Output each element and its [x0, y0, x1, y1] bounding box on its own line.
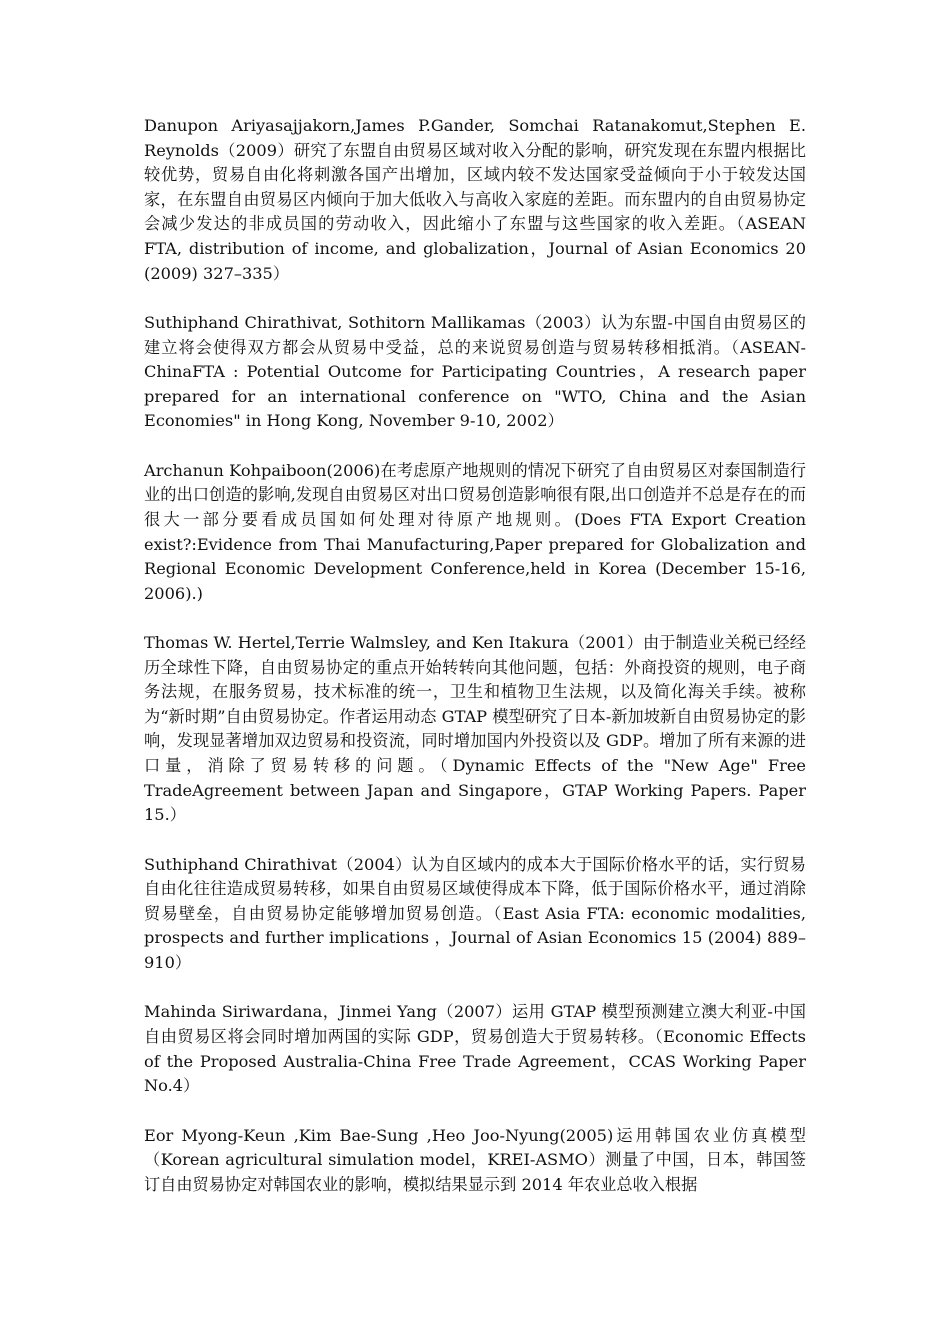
paragraph-eor-2005: Eor Myong-Keun ,Kim Bae-Sung ,Heo Joo-Nyung(2005)运用韩国农业仿真模型（Korean agricultural simulation model，KREI-ASMO）测量了中国，日本，韩国签订自由贸易协定对韩国农业的影响，模拟结果显示到 2014 年农业总收入根据: [144, 1125, 806, 1194]
paragraph-siriwardana-2007: Mahinda Siriwardana，Jinmei Yang（2007）运用 GTAP 模型预测建立澳大利亚-中国自由贸易区将会同时增加两国的实际 GDP，贸易创造大于贸易转移。（Economic Effects of the Proposed Australia-China Free Trade Agreement，CCAS Working Paper No.4）: [144, 1002, 806, 1096]
paragraph-kohpaiboon-2006: Archanun Kohpaiboon(2006)在考虑原产地规则的情况下研究了自由贸易区对泰国制造行业的出口创造的影响,发现自由贸易区对出口贸易创造影响很有限,出口创造并不总是存在的而很大一部分要看成员国如何处理对待原产地规则。(Does FTA Export Creation exist?:Evidence from Thai Manufacturing,Paper prepared for Globalization and Regional Economic Development Conference,held in Korea (December 15-16, 2006).): [144, 460, 806, 603]
paragraph-ariyasajjakorn-2009: Danupon Ariyasajjakorn,James P.Gander, Somchai Ratanakomut,Stephen E. Reynolds（2009）研究了东盟自由贸易区域对收入分配的影响，研究发现在东盟内根据比较优势，贸易自由化将刺激各国产出增加，区域内较不发达国家受益倾向于小于较发达国家，在东盟自由贸易区内倾向于加大低收入与高收入家庭的差距。而东盟内的自由贸易协定会减少发达的非成员国的劳动收入，因此缩小了东盟与这些国家的收入差距。（ASEAN FTA, distribution of income, and globalization，Journal of Asian Economics 20 (2009) 327–335）: [144, 116, 806, 283]
paragraph-chirathivat-2004: Suthiphand Chirathivat（2004）认为自区域内的成本大于国际价格水平的话，实行贸易自由化往往造成贸易转移，如果自由贸易区域使得成本下降，低于国际价格水平，通过消除贸易壁垒，自由贸易协定能够增加贸易创造。（East Asia FTA: economic modalities, prospects and further implications ，Journal of Asian Economics 15 (2004) 889–910）: [144, 854, 806, 972]
paragraph-chirathivat-2003: Suthiphand Chirathivat, Sothitorn Mallikamas（2003）认为东盟-中国自由贸易区的建立将会使得双方都会从贸易中受益，总的来说贸易创造与贸易转移相抵消。（ASEAN-ChinaFTA : Potential Outcome for Participating Countries，A research paper prepared for an international conference on "WTO, China and the Asian Economies" in Hong Kong, November 9-10, 2002）: [144, 312, 806, 431]
document-page: [144, 114, 806, 1197]
paragraph-hertel-2001: Thomas W. Hertel,Terrie Walmsley, and Ken Itakura（2001）由于制造业关税已经经历全球性下降，自由贸易协定的重点开始转转向其他问题，包括：外商投资的规则，电子商务法规，在服务贸易，技术标准的统一，卫生和植物卫生法规，以及简化海关手续。被称为“新时期”自由贸易协定。作者运用动态 GTAP 模型研究了日本-新加坡新自由贸易协定的影响，发现显著增加双边贸易和投资流，同时增加国内外投资以及 GDP。增加了所有来源的进口量，消除了贸易转移的问题。（Dynamic Effects of the "New Age" Free TradeAgreement between Japan and Singapore，GTAP Working Papers. Paper 15.）: [144, 633, 806, 825]
